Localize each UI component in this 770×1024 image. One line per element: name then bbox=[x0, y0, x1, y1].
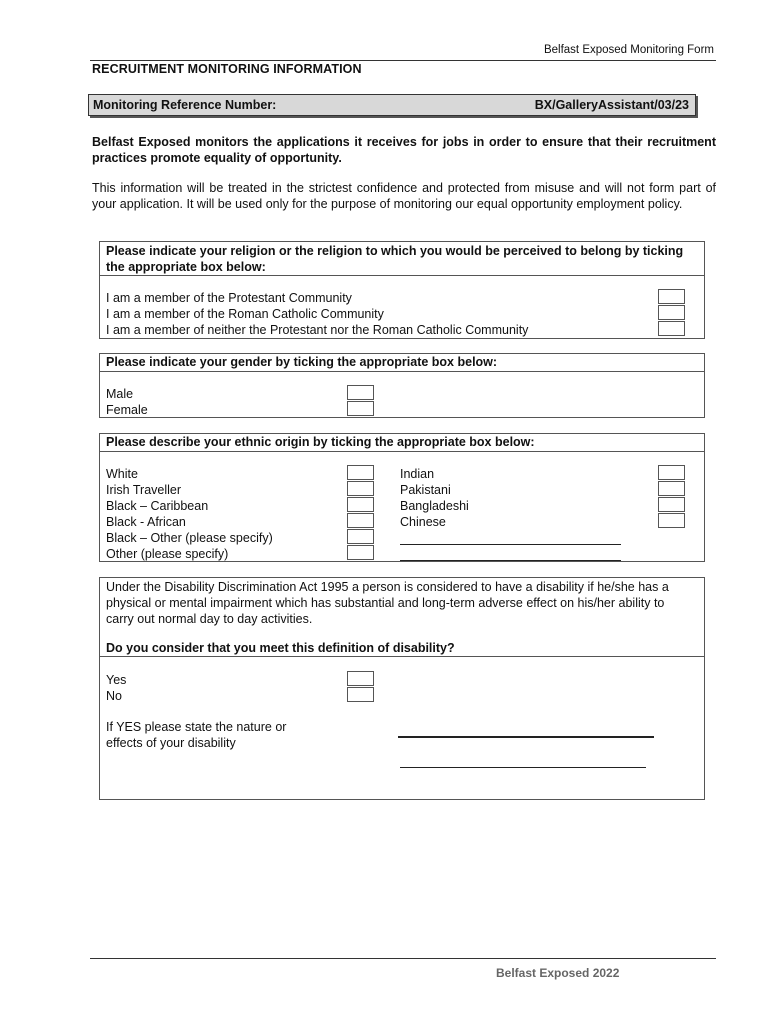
gender-checkbox-male[interactable] bbox=[347, 385, 374, 400]
disability-section bbox=[99, 577, 705, 800]
ethnic-option-bangladeshi: Bangladeshi bbox=[400, 499, 469, 513]
ethnic-specify-line-other[interactable] bbox=[400, 560, 621, 561]
ethnic-option-pakistani: Pakistani bbox=[400, 483, 451, 497]
religion-checkbox-neither[interactable] bbox=[658, 321, 685, 336]
gender-checkbox-female[interactable] bbox=[347, 401, 374, 416]
religion-checkbox-protestant[interactable] bbox=[658, 289, 685, 304]
ethnic-checkbox-black-other[interactable] bbox=[347, 529, 374, 544]
religion-option-catholic: I am a member of the Roman Catholic Community bbox=[106, 307, 384, 321]
religion-option-protestant: I am a member of the Protestant Community bbox=[106, 291, 352, 305]
ethnic-option-black-other: Black – Other (please specify) bbox=[106, 531, 273, 545]
ethnic-checkbox-other[interactable] bbox=[347, 545, 374, 560]
ethnic-option-black-caribbean: Black – Caribbean bbox=[106, 499, 209, 513]
disability-nature-line-2[interactable] bbox=[400, 767, 646, 768]
ethnic-checkbox-white[interactable] bbox=[347, 465, 374, 480]
gender-option-female: Female bbox=[106, 403, 148, 417]
ethnic-checkbox-pakistani[interactable] bbox=[658, 481, 685, 496]
gender-option-male: Male bbox=[106, 387, 134, 401]
ethnic-option-irish-traveller: Irish Traveller bbox=[106, 483, 182, 497]
ethnic-checkbox-irish-traveller[interactable] bbox=[347, 481, 374, 496]
disability-checkbox-yes[interactable] bbox=[347, 671, 374, 686]
ethnic-option-chinese: Chinese bbox=[400, 515, 446, 529]
reference-label: Monitoring Reference Number: bbox=[93, 98, 277, 112]
ethnic-option-other: Other (please specify) bbox=[106, 547, 229, 561]
religion-section bbox=[99, 241, 705, 339]
ethnic-specify-line-black-other[interactable] bbox=[400, 544, 621, 545]
ethnic-checkbox-chinese[interactable] bbox=[658, 513, 685, 528]
religion-option-neither: I am a member of neither the Protestant nor the Roman Catholic Community bbox=[106, 323, 529, 337]
ethnic-checkbox-indian[interactable] bbox=[658, 465, 685, 480]
form-name: Belfast Exposed Monitoring Form bbox=[543, 44, 714, 56]
disability-question: Do you consider that you meet this definition of disability? bbox=[100, 640, 704, 657]
intro-bold-paragraph: Belfast Exposed monitors the applications it receives for jobs in order to ensure that their recruitment practices promote equality of opportunity. bbox=[92, 135, 716, 165]
disability-intro: Under the Disability Discrimination Act 1995 a person is considered to have a disability if he/she has a physical or mental impairment which has substantial and long-term adverse effect on his/her ability to carry out normal day to day activities. bbox=[106, 580, 669, 626]
religion-heading: Please indicate your religion or the religion to which you would be perceived to belong by ticking the appropriate box below: bbox=[100, 242, 704, 276]
ethnic-option-indian: Indian bbox=[400, 467, 435, 481]
header-divider bbox=[90, 60, 716, 61]
intro-paragraph: This information will be treated in the strictest confidence and protected from misuse and will not form part of your application. It will be used only for the purpose of monitoring our equal opportunity employment policy. bbox=[92, 181, 716, 211]
ethnic-heading: Please describe your ethnic origin by ticking the appropriate box below: bbox=[100, 434, 704, 452]
disability-nature-label: If YES please state the nature or effects of your disability bbox=[106, 720, 287, 750]
religion-checkbox-catholic[interactable] bbox=[658, 305, 685, 320]
footer-text: Belfast Exposed 2022 bbox=[496, 966, 620, 980]
ethnic-checkbox-bangladeshi[interactable] bbox=[658, 497, 685, 512]
reference-box bbox=[88, 94, 696, 116]
gender-section bbox=[99, 353, 705, 418]
disability-nature-line-1[interactable] bbox=[398, 736, 654, 738]
disability-checkbox-no[interactable] bbox=[347, 687, 374, 702]
page-title: RECRUITMENT MONITORING INFORMATION bbox=[92, 62, 362, 76]
ethnic-option-white: White bbox=[106, 467, 138, 481]
ethnic-section bbox=[99, 433, 705, 562]
disability-option-yes: Yes bbox=[106, 673, 127, 687]
gender-heading: Please indicate your gender by ticking the appropriate box below: bbox=[100, 354, 704, 372]
ethnic-checkbox-black-african[interactable] bbox=[347, 513, 374, 528]
ethnic-option-black-african: Black - African bbox=[106, 515, 186, 529]
ethnic-checkbox-black-caribbean[interactable] bbox=[347, 497, 374, 512]
disability-option-no: No bbox=[106, 689, 122, 703]
footer-divider bbox=[90, 958, 716, 959]
reference-value: BX/GalleryAssistant/03/23 bbox=[534, 98, 689, 112]
